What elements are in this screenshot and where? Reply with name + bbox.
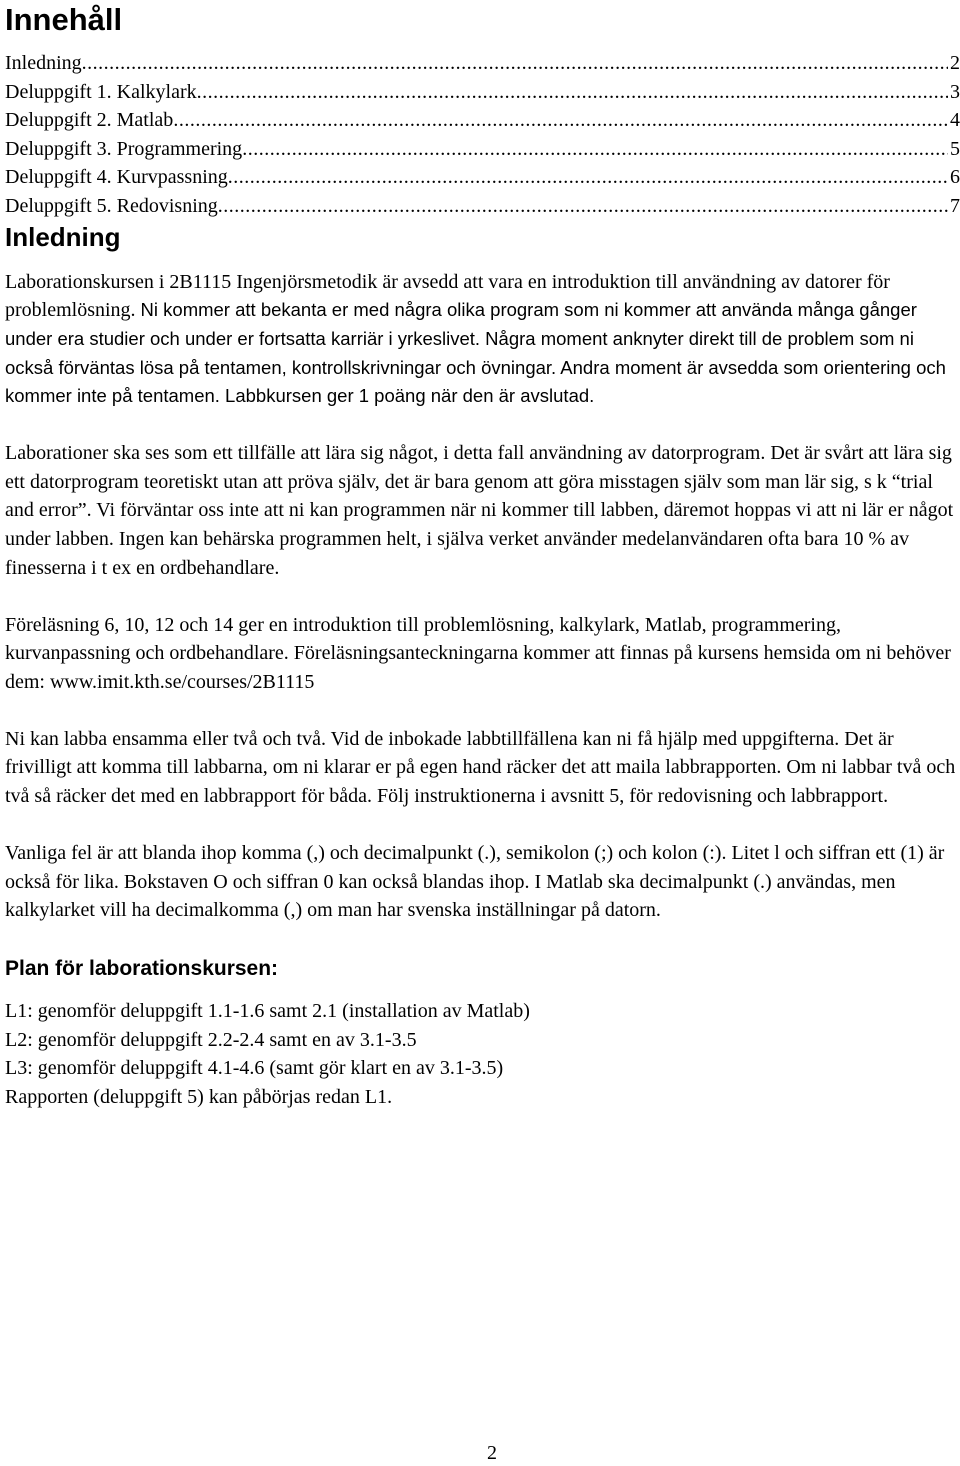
toc-entry[interactable] bbox=[5, 49, 960, 78]
plan-list bbox=[5, 997, 960, 1112]
toc-entry[interactable] bbox=[5, 135, 960, 164]
intro-heading: Inledning bbox=[5, 221, 121, 252]
plan-line: L3: genomför deluppgift 4.1-4.6 (samt gör klart en av 3.1-3.5) bbox=[5, 1057, 504, 1080]
toc-dot-leader bbox=[173, 106, 948, 135]
toc-entry-title: Deluppgift 5. Redovisning bbox=[5, 194, 218, 217]
toc-entry-title: Inledning bbox=[5, 52, 82, 74]
toc-entry[interactable] bbox=[5, 192, 960, 221]
toc-entry-title: Deluppgift 3. Programmering bbox=[5, 137, 243, 160]
toc-dot-leader bbox=[82, 49, 948, 78]
toc-entry[interactable] bbox=[5, 106, 960, 135]
table-of-contents bbox=[5, 49, 960, 221]
laboration-paragraph: Laborationer ska ses som ett tillfälle att lära sig något, i detta fall användning av datorprogram. Det är svårt att lära sig ett datorprogram teoretiskt utan att pröva själv, det är bara genom att göra misstagen själv som man lär sig, s k “trial and error”. Vi förväntar oss inte att ni kan programmen när ni kommer till labben, däremot hoppas vi att ni lär er något under labben. Ingen kan behärska programmen helt, i själva verket använder medelanvändaren ofta bara 10 % av finesserna i t ex en ordbehandlare. bbox=[5, 442, 954, 579]
lab-work-paragraph: Ni kan labba ensamma eller två och två. Vid de inbokade labbtillfällena kan ni få hjälp med uppgifterna. Det är frivilligt att komma till labbarna, om ni klarar er på egen hand räcker det att maila labbrapporten. Om ni labbar två och två så räcker det med en labbrapport för båda. Följ instruktionerna i avsnitt 5, för redovisning och labbrapport. bbox=[5, 727, 956, 808]
toc-dot-leader bbox=[197, 78, 948, 107]
intro-paragraph-sans-part: Ni kommer att bekanta er med några olika program som ni kommer att använda många gånger under era studier och under er fortsatta karriär i yrkeslivet. Några moment anknyter direkt till de problem som ni också förväntas lösa på tentamen, kontrollskrivningar och övningar. Andra moment är avsedda som orientering och kommer inte på tentamen. Labbkursen ger 1 poäng när den är avslutad. bbox=[5, 299, 946, 407]
toc-dot-leader bbox=[228, 163, 948, 192]
plan-heading: Plan för laborationskursen: bbox=[5, 956, 279, 980]
toc-entry-page: 4 bbox=[950, 109, 960, 132]
page-number: 2 bbox=[487, 1442, 497, 1464]
toc-dot-leader bbox=[218, 192, 948, 221]
plan-line: Rapporten (deluppgift 5) kan påbörjas redan L1. bbox=[5, 1086, 393, 1109]
toc-entry-page: 3 bbox=[950, 80, 960, 103]
intro-paragraph bbox=[5, 268, 960, 412]
toc-dot-leader bbox=[242, 135, 948, 164]
plan-line: L2: genomför deluppgift 2.2-2.4 samt en av 3.1-3.5 bbox=[5, 1028, 417, 1051]
toc-entry-title: Deluppgift 4. Kurvpassning bbox=[5, 166, 228, 189]
plan-line: L1: genomför deluppgift 1.1-1.6 samt 2.1 (installation av Matlab) bbox=[5, 999, 530, 1022]
toc-entry-page: 7 bbox=[950, 194, 960, 217]
toc-entry[interactable] bbox=[5, 163, 960, 192]
toc-entry-page: 5 bbox=[950, 137, 960, 160]
toc-entry[interactable] bbox=[5, 78, 960, 107]
lecture-paragraph: Föreläsning 6, 10, 12 och 14 ger en introduktion till problemlösning, kalkylark, Matlab, programmering, kurvanpassning och ordbehandlare. Föreläsningsanteckningarna kommer att finnas på kursens hemsida om ni behöver dem: www.imit.kth.se/courses/2B1115 bbox=[5, 613, 951, 693]
intro-paragraph-serif-part: Laborationskursen i 2B1115 Ingenjörsmetodik är avsedd att vara en introduktion till användning av datorer för problemlösning. bbox=[5, 270, 890, 322]
toc-entry-title: Deluppgift 2. Matlab bbox=[5, 109, 174, 132]
common-errors-paragraph: Vanliga fel är att blanda ihop komma (,) och decimalpunkt (.), semikolon (;) och kolon (:). Litet l och siffran ett (1) är också för lika. Bokstaven O och siffran 0 kan också blandas ihop. I Matlab ska decimalpunkt (.) användas, men kalkylarket vill ha decimalkomma (,) om man har svenska inställningar på datorn. bbox=[5, 841, 945, 922]
toc-entry-title: Deluppgift 1. Kalkylark bbox=[5, 80, 197, 103]
toc-entry-page: 6 bbox=[950, 166, 960, 189]
toc-entry-page: 2 bbox=[950, 52, 960, 74]
toc-heading: Innehåll bbox=[5, 2, 123, 37]
document-page bbox=[5, 0, 960, 1112]
